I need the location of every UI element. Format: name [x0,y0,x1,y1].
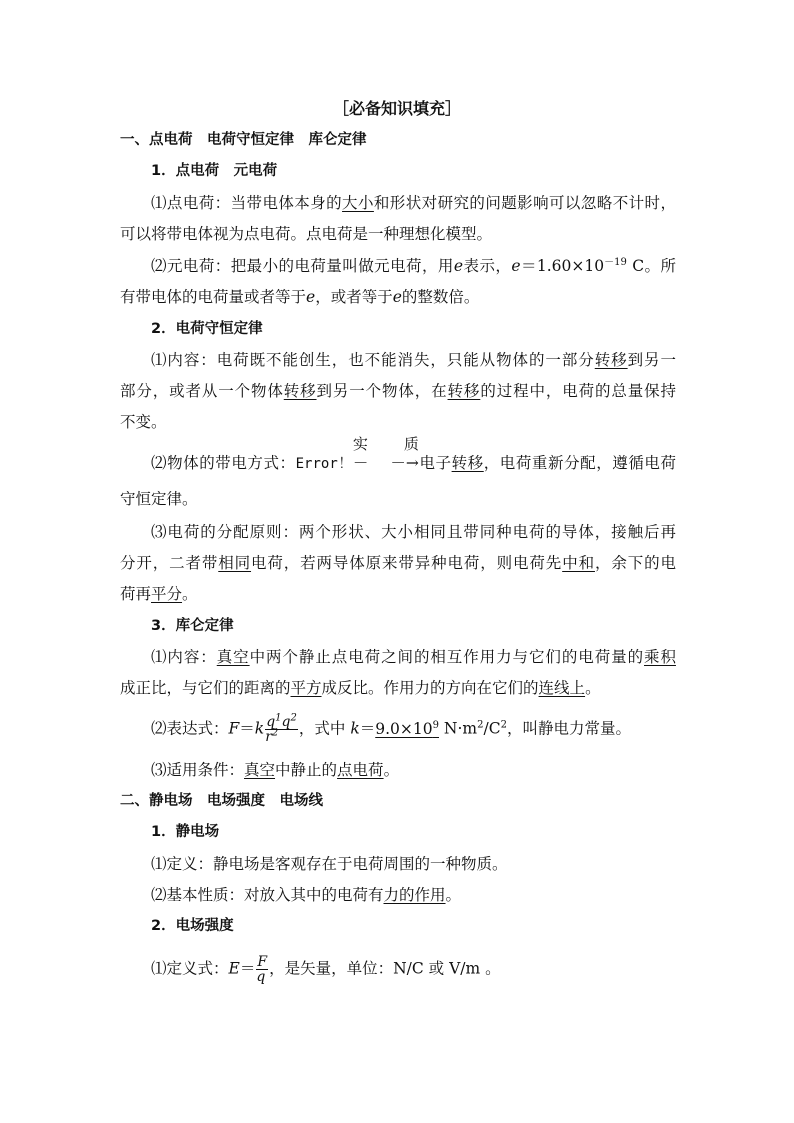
blank-answer: 真空 [244,761,276,779]
arrow-with-label [352,435,419,474]
text: 。 [182,585,198,603]
paragraph-elementary-charge-line2 [120,286,676,308]
exponent: －19 [604,256,627,268]
blank-answer: 真空 [216,648,250,666]
text: ⑴点电荷：当带电体本身的 [151,194,343,212]
heading-conservation: 2．电荷守恒定律 [151,321,263,337]
paragraph-point-charge-line1 [151,192,676,214]
text: ⑵物体的带电方式： [151,454,296,472]
error-placeholder: Error！ [295,456,353,472]
text: ，电荷重新分配，遵循电荷 [483,454,676,472]
superscript: 2 [271,727,279,739]
paragraph-conditions [151,759,676,781]
paragraph-coulomb-line2 [120,677,676,699]
text: 成反比。作用力的方向在它们的 [321,679,539,697]
fraction-q1q2-r2 [265,712,298,745]
blank-answer: 转移 [283,382,317,400]
text: 表示， [463,257,512,275]
text: 分开，二者带 [120,554,219,572]
numerator [265,712,298,730]
symbol-e: e [511,257,521,275]
text: 成正比，与它们的距离的 [120,679,291,697]
blank-answer: 平分 [151,585,183,603]
paragraph-coulomb-formula [151,712,676,745]
text: ，余下的电 [594,554,676,572]
text: r [265,729,272,745]
blank-answer: 连线上 [538,679,586,697]
denominator: q [256,969,266,985]
arrow-icon: － －→ [352,454,419,472]
blank-answer: 平方 [290,679,322,697]
text: 中两个静止点电荷之间的相互作用力与它们的电荷量的 [249,648,645,666]
text: 部分，或者从一个物体 [120,382,284,400]
blank-answer: 力的作用 [383,886,446,904]
denominator [265,727,298,745]
text: ⑶适用条件： [151,761,245,779]
text: 的整数倍。 [401,288,480,306]
equals: ＝ [359,719,376,738]
text: ，是矢量，单位：N/C 或 V/m 。 [269,959,501,978]
text: 到另一个物体，在 [316,382,448,400]
heading-section-1: 一、点电荷 电荷守恒定律 库仑定律 [120,132,367,148]
text: q [281,714,291,730]
text: /C [483,719,501,738]
numerator: F [257,954,268,970]
text: 的过程中，电荷的总量保持 [480,382,676,400]
text: q [266,714,276,730]
exponent: 9 [432,719,439,731]
blank-answer: 转移 [594,351,628,369]
paragraph-distribution-line1: ⑶电荷的分配原则：两个形状、大小相同且带同种电荷的导体，接触后再 [151,523,676,541]
text: ⑵基本性质：对放入其中的电荷有 [151,886,384,904]
heading-section-2: 二、静电场 电场强度 电场线 [120,793,323,809]
paragraph-point-charge-line2: 可以将带电体视为点电荷。点电荷是一种理想化模型。 [120,225,493,243]
symbol-k: k [254,719,265,738]
heading-point-charge: 1．点电荷 元电荷 [151,163,278,179]
text: 和形状对研究的问题影响可以忽略不计时， [373,194,676,212]
paragraph-charging-methods-line2: 守恒定律。 [120,490,198,508]
paragraph-conservation-line2 [120,380,676,402]
superscript: 2 [290,712,297,724]
blank-answer: 点电荷 [337,761,384,779]
symbol-e: e [392,288,402,306]
text: C。所 [626,257,676,275]
text: ，或者等于 [315,288,393,306]
equals: ＝ [239,959,256,978]
paragraph-conservation-line3: 不变。 [120,413,167,431]
paragraph-field-property [151,884,676,906]
paragraph-distribution-line3 [120,583,676,605]
heading-coulomb: 3．库仑定律 [151,618,234,634]
text: ⑵表达式： [151,719,229,738]
text: ⑴内容：电荷既不能创生，也不能消失，只能从物体的一部分 [151,351,595,369]
blank-answer: 乘积 [644,648,676,666]
paragraph-field-definition: ⑴定义：静电场是客观存在于电荷周围的一种物质。 [151,855,508,873]
blank-answer-constant [375,720,439,738]
section-title: ［必备知识填充］ [332,99,461,118]
text: 到另一 [627,351,676,369]
superscript: 1 [275,712,282,724]
blank-answer: 转移 [451,454,484,472]
text: 荷再 [120,585,152,603]
text: ⑵元电荷：把最小的电荷量叫做元电荷，用 [151,257,454,275]
text: 电子 [418,454,452,472]
text: ，式中 [298,719,351,738]
symbol-e: e [306,288,316,306]
paragraph-coulomb-line1 [151,646,676,668]
heading-field-strength: 2．电场强度 [151,918,234,934]
text: ⑴定义式： [151,959,229,978]
text: 电荷，若两导体原来带异种电荷，则电荷先 [251,554,563,572]
paragraph-conservation-line1 [151,349,676,371]
text: ，叫静电力常量。 [506,719,631,738]
text: ⑴内容： [151,648,217,666]
text: 。 [585,679,601,697]
blank-answer: 大小 [342,194,374,212]
paragraph-strength-definition [151,955,676,984]
paragraph-elementary-charge-line1 [151,255,676,277]
text: 有带电体的电荷量或者等于 [120,288,307,306]
paragraph-charging-methods-line1 [151,435,676,475]
symbol-k: k [350,719,360,738]
blank-answer: 转移 [447,382,481,400]
symbol-e: e [453,257,464,275]
equals: ＝ [239,719,255,738]
exponent: 2 [477,719,484,731]
text: N·m [439,719,478,738]
symbol-F: F [228,719,240,738]
blank-answer: 相同 [218,554,252,572]
arrow-label: 实质 [352,435,419,453]
text: 中静止的 [275,761,338,779]
text: 。 [383,761,400,779]
text: 。 [445,886,462,904]
text: 9.0×10 [375,719,433,738]
exponent: 2 [500,719,507,731]
blank-answer: 中和 [562,554,595,572]
text: ＝1.60×10 [520,257,605,275]
fraction-F-q [256,955,268,984]
paragraph-distribution-line2 [120,552,676,574]
symbol-E: E [228,959,240,978]
heading-static-field: 1．静电场 [151,824,220,840]
